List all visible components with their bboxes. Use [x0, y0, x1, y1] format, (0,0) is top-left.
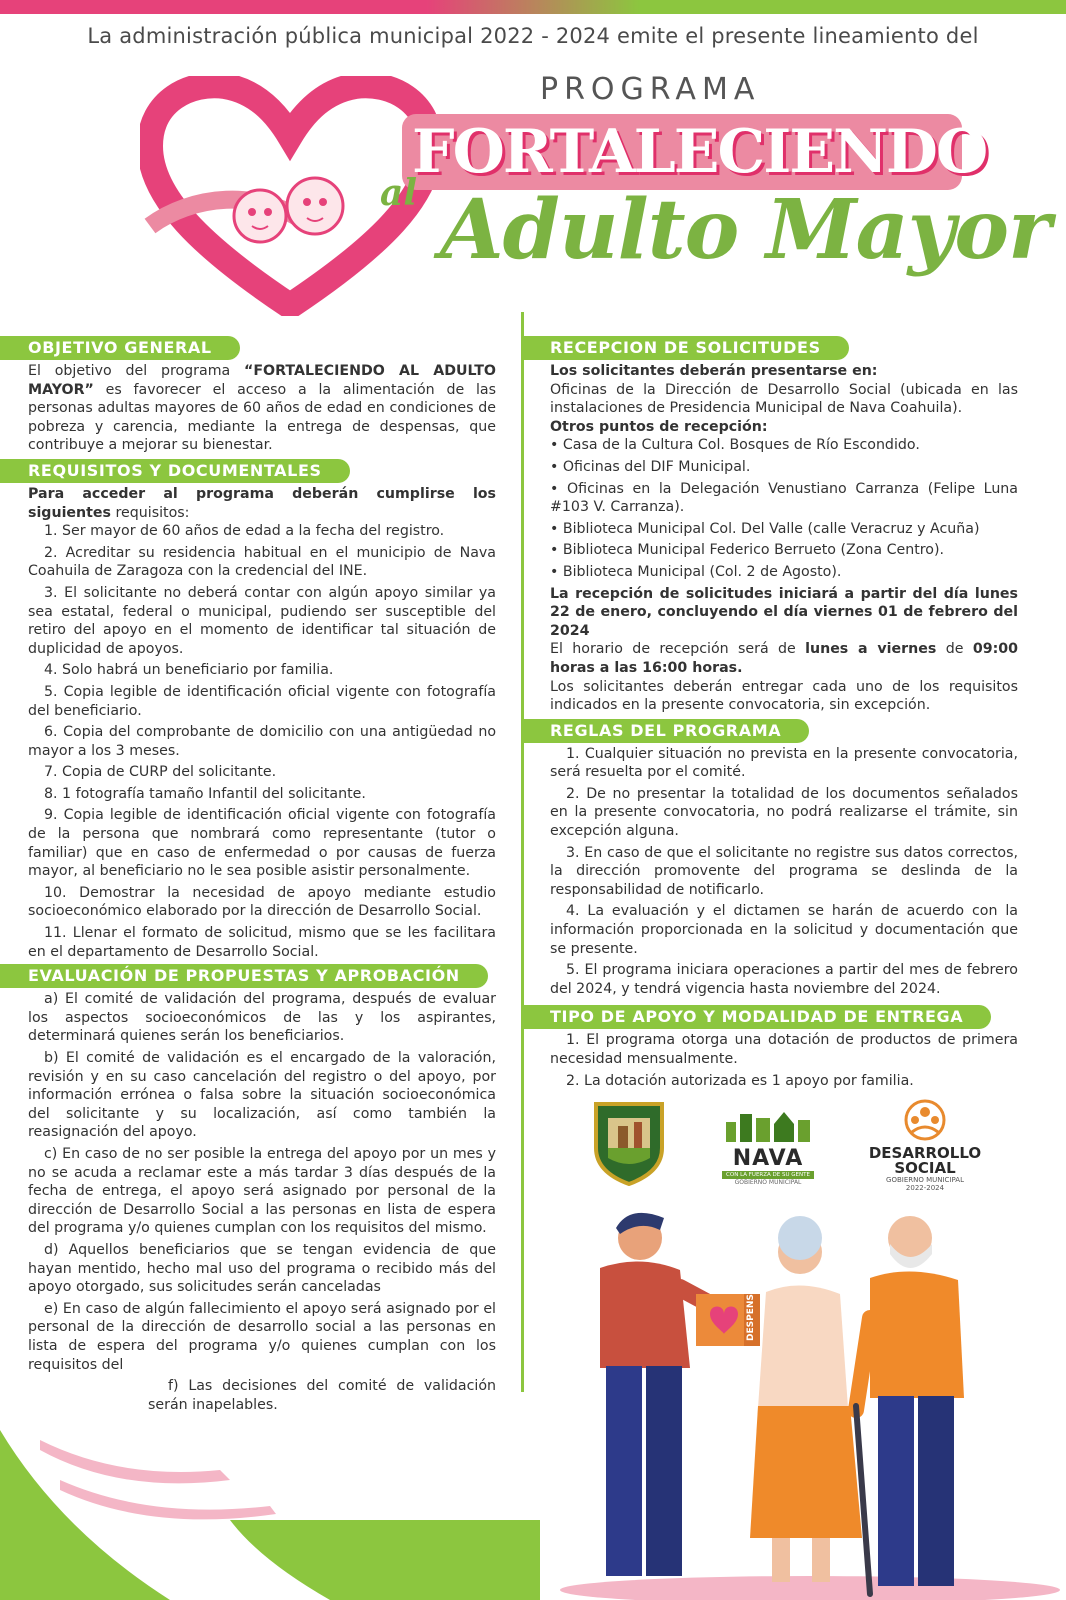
- list-item: f) Las decisiones del comité de validación serán inapelables.: [148, 1378, 496, 1413]
- programa-label: PROGRAMA: [540, 72, 761, 107]
- ds-word-1: DESARROLLO: [868, 1144, 982, 1162]
- recepcion-fechas: La recepción de solicitudes iniciará a partir del día lunes 22 de enero, concluyendo el día viernes 01 de febrero del 2024: [550, 585, 1018, 639]
- intro-line: La administración pública municipal 2022 - 2024 emite el presente lineamiento del: [87, 24, 979, 48]
- bottom-decoration: [0, 1410, 540, 1600]
- list-item: 11. Llenar el formato de solicitud, mismo que se les facilitara en el departamento de Desarrollo Social.: [28, 925, 496, 960]
- list-item: b) El comité de validación es el encargado de la valoración, revisión y en su caso cancelación del registro o del apoyo, por información errónea o falsa sobre la situación socioeconómica del solicitante y su localización, así como también la reasignación del apoyo.: [28, 1050, 496, 1141]
- nava-wordmark: NAVA: [732, 1146, 804, 1171]
- list-item: c) En caso de no ser posible la entrega del apoyo por un mes y no se acuda a reclamar este a más tardar 3 días después de la fecha de entrega, el apoyo será asignado por personal de la dirección de Desarrollo Social a las personas en lista de espera del programa y/o quienes cumplan con los requisitos del mismo.: [28, 1145, 496, 1237]
- list-item: 1. Cualquier situación no prevista en la presente convocatoria, será resuelta por el comité.: [550, 745, 1018, 781]
- list-item: • Biblioteca Municipal (Col. 2 de Agosto).: [550, 563, 842, 580]
- desarrollo-social-icon: [902, 1098, 948, 1142]
- logos-row: [590, 1098, 1010, 1198]
- list-item: a) El comité de validación del programa, después de evaluar los aspectos socioeconómicos de las y los aspirantes, determinará quienes serán los beneficiarios.: [28, 991, 496, 1045]
- recepcion-entrega: Los solicitantes deberán entregar cada uno de los requisitos indicados en la presente convocatoria, sin excepción.: [550, 678, 1018, 714]
- list-item: 4. La evaluación y el dictamen se harán de acuerdo con la información proporcionada en la solicitud y documentación que se presente.: [550, 903, 1018, 957]
- ds-years: 2022-2024: [905, 1184, 945, 1192]
- list-item: 5. El programa iniciara operaciones a partir del mes de febrero del 2024, y tendrá vigencia hasta noviembre del 2024.: [550, 962, 1018, 997]
- list-item: 5. Copia legible de identificación oficial vigente con fotografía del beneficiario.: [28, 683, 496, 719]
- list-item: • Oficinas del DIF Municipal.: [550, 458, 751, 475]
- section-heading-objetivo: OBJETIVO GENERAL: [28, 336, 240, 360]
- nava-skyline-icon: [722, 1108, 814, 1142]
- section-heading-requisitos: REQUISITOS Y DOCUMENTALES: [28, 459, 350, 483]
- nava-gobierno-logo: [722, 1108, 814, 1186]
- list-item: 2. La dotación autorizada es 1 apoyo por familia.: [566, 1072, 914, 1089]
- list-item: 6. Copia del comprobante de domicilio con una antigüedad no mayor a los 3 meses.: [28, 724, 496, 759]
- ds-word-2: SOCIAL: [894, 1159, 956, 1177]
- recepcion-oficinas: Oficinas de la Dirección de Desarrollo Social (ubicada en las instalaciones de Presidencia Municipal de Nava Coahuila).: [550, 381, 1018, 417]
- list-item: 10. Demostrar la necesidad de apoyo mediante estudio socioeconómico elaborado por la dirección de Desarrollo Social.: [28, 884, 496, 920]
- despensa-box-label: DESPENSA: [746, 1287, 756, 1341]
- list-item: • Casa de la Cultura Col. Bosques de Río Escondido.: [550, 437, 920, 454]
- despensa-box-icon: [696, 1287, 760, 1346]
- list-item: • Biblioteca Municipal Col. Del Valle (calle Veracruz y Acuña): [550, 520, 980, 537]
- section-heading-reglas: REGLAS DEL PROGRAMA: [550, 719, 809, 743]
- nava-tagline: CON LA FUERZA DE SU GENTE: [722, 1171, 814, 1179]
- list-item: • Biblioteca Municipal Federico Berrueto (Zona Centro).: [550, 542, 945, 559]
- list-item: 3. El solicitante no deberá contar con algún apoyo similar ya sea estatal, federal o municipal, pudiendo ser susceptible del retiro del apoyo en el momento de identificar tal situación de duplicidad de apoyos.: [28, 584, 496, 657]
- list-item: 2. De no presentar la totalidad de los documentos señalados en la presente convocatoria, no podrá realizarse el trámite, sin excepción alguna.: [550, 785, 1018, 840]
- recepcion-horario: El horario de recepción será de lunes a viernes de 09:00 horas a las 16:00 horas.: [550, 641, 1018, 676]
- section-heading-recepcion: RECEPCION DE SOLICITUDES: [550, 336, 849, 360]
- list-item: 9. Copia legible de identificación oficial vigente con fotografía de la persona que nombrará como representante (tutor o familiar) que en caso de enfermedad o por causas de fuerza mayor, al beneficiario no le sea posible asistir personalmente.: [28, 807, 496, 880]
- section-heading-tipo-apoyo: TIPO DE APOYO Y MODALIDAD DE ENTREGA: [550, 1005, 991, 1029]
- ds-gobierno: GOBIERNO MUNICIPAL: [886, 1176, 964, 1184]
- nava-gobierno: GOBIERNO MUNICIPAL: [734, 1179, 802, 1186]
- desarrollo-social-logo: [860, 1098, 990, 1192]
- seniors-illustration: [540, 1198, 1066, 1600]
- list-item: e) En caso de algún fallecimiento el apoyo será asignado por el personal de la dirección de desarrollo social a las personas en lista de espera del programa y/o quienes cumplan con los requisitos del: [28, 1300, 496, 1373]
- recepcion-lead: Los solicitantes deberán presentarse en:: [550, 363, 878, 379]
- list-item: 1. Ser mayor de 60 años de edad a la fecha del registro.: [44, 523, 445, 540]
- list-item: 4. Solo habrá un beneficiario por familia.: [44, 662, 334, 679]
- left-column: [28, 336, 496, 1417]
- nava-shield-logo: [590, 1098, 668, 1186]
- objetivo-text: El objetivo del programa “FORTALECIENDO AL ADULTO MAYOR” es favorecer el acceso a la alimentación de las personas adultas mayores de 60 años de edad en condiciones de pobreza y carencia, mediante la entrega de despensas, que contribuye a mejorar su bienestar.: [28, 363, 496, 454]
- program-title: FORTALECIENDO: [412, 117, 987, 187]
- list-item: 8. 1 fotografía tamaño Infantil del solicitante.: [44, 785, 366, 802]
- list-item: 3. En caso de que el solicitante no registre sus datos correctos, la dirección promovente del programa se deslinda de la responsabilidad de notificarlo.: [550, 844, 1018, 898]
- right-column: [550, 336, 1018, 1093]
- section-heading-evaluacion: EVALUACIÓN DE PROPUESTAS Y APROBACIÓN: [28, 964, 488, 988]
- program-subtitle: Adulto Mayor: [440, 182, 1051, 278]
- column-divider: [521, 312, 524, 1392]
- list-item: 7. Copia de CURP del solicitante.: [44, 764, 277, 781]
- program-title-al: al: [380, 172, 418, 214]
- list-item: d) Aquellos beneficiarios que se tengan evidencia de que hayan mentido, hecho mal uso del programa o recibido más del apoyo otorgado, sus solicitudes serán canceladas: [28, 1241, 496, 1296]
- recepcion-otros: Otros puntos de recepción:: [550, 418, 768, 435]
- list-item: 1. El programa otorga una dotación de productos de primera necesidad mensualmente.: [550, 1032, 1018, 1067]
- top-color-bar: [0, 0, 1066, 14]
- list-item: 2. Acreditar su residencia habitual en el municipio de Nava Coahuila de Zaragoza con la credencial del INE.: [28, 544, 496, 580]
- list-item: • Oficinas en la Delegación Venustiano Carranza (Felipe Luna #103 V. Carranza).: [550, 480, 1018, 516]
- requisitos-intro: Para acceder al programa deberán cumplirse los siguientes requisitos:: [28, 485, 496, 521]
